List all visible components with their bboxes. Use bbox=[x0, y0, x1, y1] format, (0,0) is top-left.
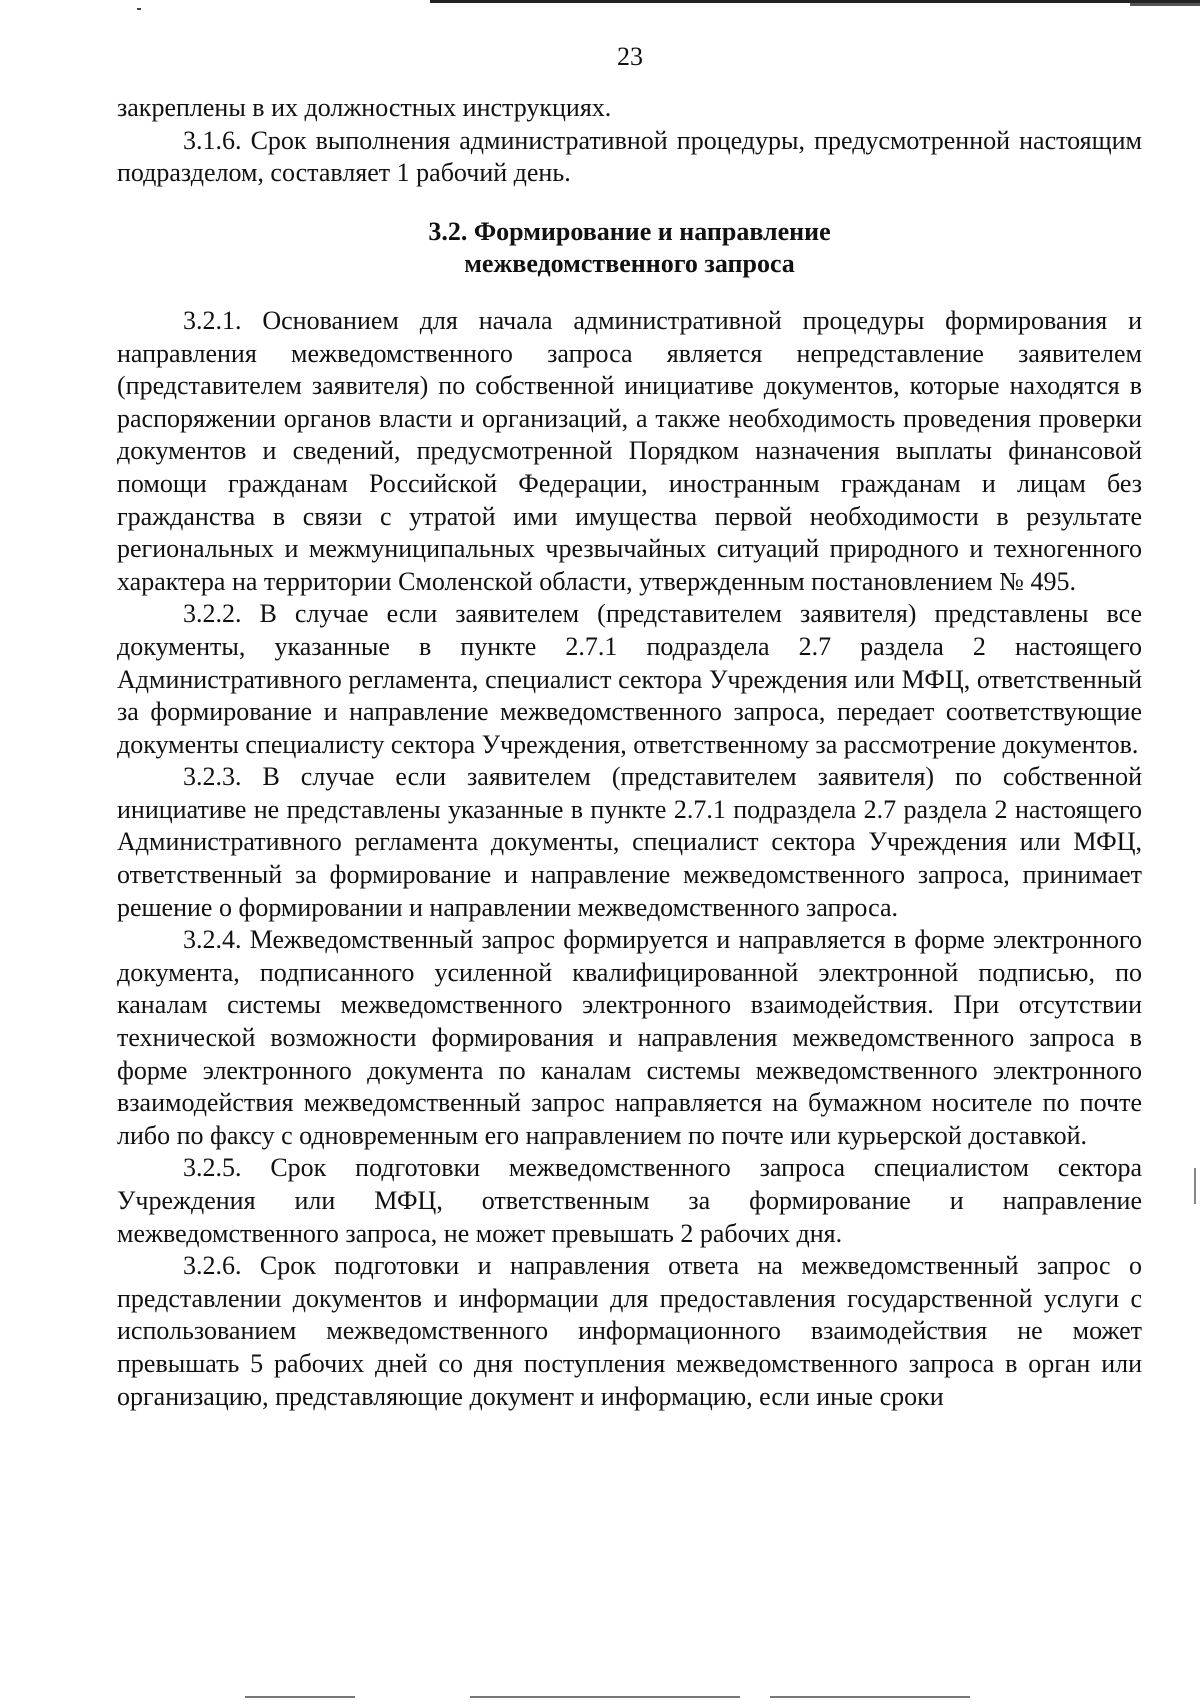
scan-artifact-bottom-line bbox=[770, 1696, 970, 1698]
paragraph-3-2-4: 3.2.4. Межведомственный запрос формируется и направляется в форме электронного документа, подписанного усиленной квалифицированной электронной подписью, по каналам системы межведомственного электронного взаимодействия. При отсутствии технической возможности формирования и направления межведомственного запроса в форме электронного документа по каналам системы межведомственного электронного взаимодействия межведомственный запрос направляется на бумажном носителе по почте либо по факсу с одновременным его направлением по почте или курьерской доставкой. bbox=[117, 925, 1142, 1150]
section-heading-line-1: 3.2. Формирование и направление bbox=[428, 216, 831, 246]
paragraph-3-1-6: 3.1.6. Срок выполнения административной процедуры, предусмотренной настоящим подразделом, составляет 1 рабочий день. bbox=[117, 125, 1142, 188]
scan-artifact-tick bbox=[137, 8, 141, 10]
scan-artifact-right-mark bbox=[1194, 1168, 1196, 1204]
page-number: 23 bbox=[617, 42, 643, 71]
scan-artifact-top-line bbox=[430, 0, 1200, 3]
paragraph-3-2-3: 3.2.3. В случае если заявителем (представителем заявителя) по собственной инициативе не представлены указанные в пункте 2.7.1 подраздела 2.7 раздела 2 настоящего Административного регламента документы, специалист сектора Учреждения или МФЦ, ответственный за формирование и направление межведомственного запроса, принимает решение о формировании и направлении межведомственного запроса. bbox=[117, 762, 1142, 922]
paragraph-continuation: закреплены в их должностных инструкциях. bbox=[117, 93, 612, 122]
section-heading bbox=[117, 216, 1142, 281]
section-heading-line-2: межведомственного запроса bbox=[464, 249, 795, 279]
paragraph-3-2-1: 3.2.1. Основанием для начала административной процедуры формирования и направления межведомственного запроса является непредставление заявителем (представителем заявителя) по собственной инициативе документов, которые находятся в распоряжении органов власти и организаций, а также необходимость проведения проверки документов и сведений, предусмотренной Порядком назначения выплаты финансовой помощи гражданам Российской Федерации, иностранным гражданам и лицам без гражданства в связи с утратой ими имущества первой необходимости в результате региональных и межмуниципальных чрезвычайных ситуаций природного и техногенного характера на территории Смоленской области, утвержденным постановлением № 495. bbox=[117, 305, 1142, 596]
scan-artifact-top-right-line bbox=[1130, 3, 1200, 6]
scan-artifact-bottom-line bbox=[245, 1696, 355, 1698]
document-body bbox=[117, 92, 1142, 1413]
paragraph-3-2-2: 3.2.2. В случае если заявителем (представителем заявителя) представлены все документы, указанные в пункте 2.7.1 подраздела 2.7 раздела 2 настоящего Административного регламента, специалист сектора Учреждения или МФЦ, ответственный за формирование и направление межведомственного запроса, передает соответствующие документы специалисту сектора Учреждения, ответственному за рассмотрение документов. bbox=[117, 599, 1142, 759]
paragraph-3-2-5: 3.2.5. Срок подготовки межведомственного запроса специалистом сектора Учреждения или МФЦ, ответственным за формирование и направление межведомственного запроса, не может превышать 2 рабочих дня. bbox=[117, 1153, 1142, 1248]
paragraph-3-2-6: 3.2.6. Срок подготовки и направления ответа на межведомственный запрос о представлении документов и информации для предоставления государственной услуги с использованием межведомственного информационного взаимодействия не может превышать 5 рабочих дней со дня поступления межведомственного запроса в орган или организацию, представляющие документ и информацию, если иные сроки bbox=[117, 1251, 1142, 1411]
scan-artifact-bottom-line bbox=[470, 1696, 740, 1698]
